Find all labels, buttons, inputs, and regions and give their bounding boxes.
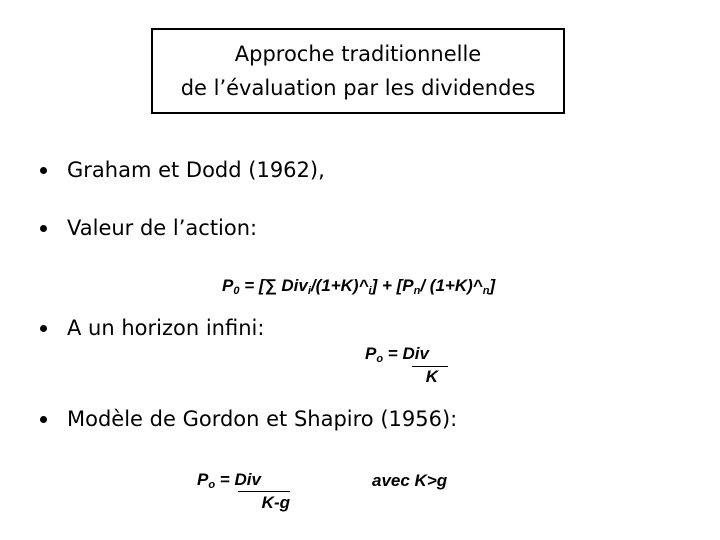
formula-subscript: n — [413, 285, 421, 297]
formula-dividend-sum — [222, 276, 495, 296]
formula-term: ] — [489, 276, 496, 295]
formula-subscript: n — [482, 285, 490, 297]
formula-subscript: o — [376, 353, 384, 365]
bullet-dot — [40, 167, 47, 174]
bullet-graham-dodd — [40, 158, 325, 182]
formula-term: = — [383, 344, 403, 363]
bullet-valeur-action — [40, 216, 257, 240]
title-line-2: de l’évaluation par les dividendes — [180, 76, 536, 100]
formula-subscript: 0 — [233, 285, 240, 297]
formula-term: P — [222, 276, 234, 295]
formula-numerator: Div — [234, 470, 261, 489]
bullet-gordon-shapiro — [40, 407, 457, 431]
formula-infinite-horizon — [365, 344, 429, 364]
bullet-dot — [40, 225, 47, 232]
formula-term: ] + [P — [371, 276, 414, 295]
formula-subscript: i — [368, 285, 372, 297]
bullet-text: Valeur de l’action: — [67, 216, 258, 240]
formula-subscript: o — [208, 479, 216, 491]
formula-subscript: i — [307, 285, 311, 297]
formula-numerator: Div — [402, 344, 429, 363]
formula-denominator: K-g — [261, 493, 290, 512]
fraction-bar — [238, 491, 290, 492]
formula-term: = [∑ Div — [239, 276, 308, 295]
formula-term: P — [365, 344, 377, 363]
formula-term: /(1+K)^ — [310, 276, 369, 295]
bullet-text: Modèle de Gordon et Shapiro (1956): — [67, 407, 458, 431]
title-line-1: Approche traditionnelle — [234, 42, 482, 66]
bullet-text: A un horizon infini: — [67, 316, 265, 340]
formula-term: / (1+K)^ — [420, 276, 483, 295]
formula-gordon-shapiro — [197, 470, 261, 490]
formula-term: = — [215, 470, 235, 489]
bullet-dot — [40, 325, 47, 332]
formula-condition: avec K>g — [372, 471, 448, 490]
bullet-horizon-infini — [40, 316, 264, 340]
formula-term: P — [197, 470, 209, 489]
formula-denominator: K — [425, 367, 438, 386]
title-box — [151, 28, 565, 114]
bullet-text: Graham et Dodd (1962), — [67, 158, 325, 182]
bullet-dot — [40, 416, 47, 423]
